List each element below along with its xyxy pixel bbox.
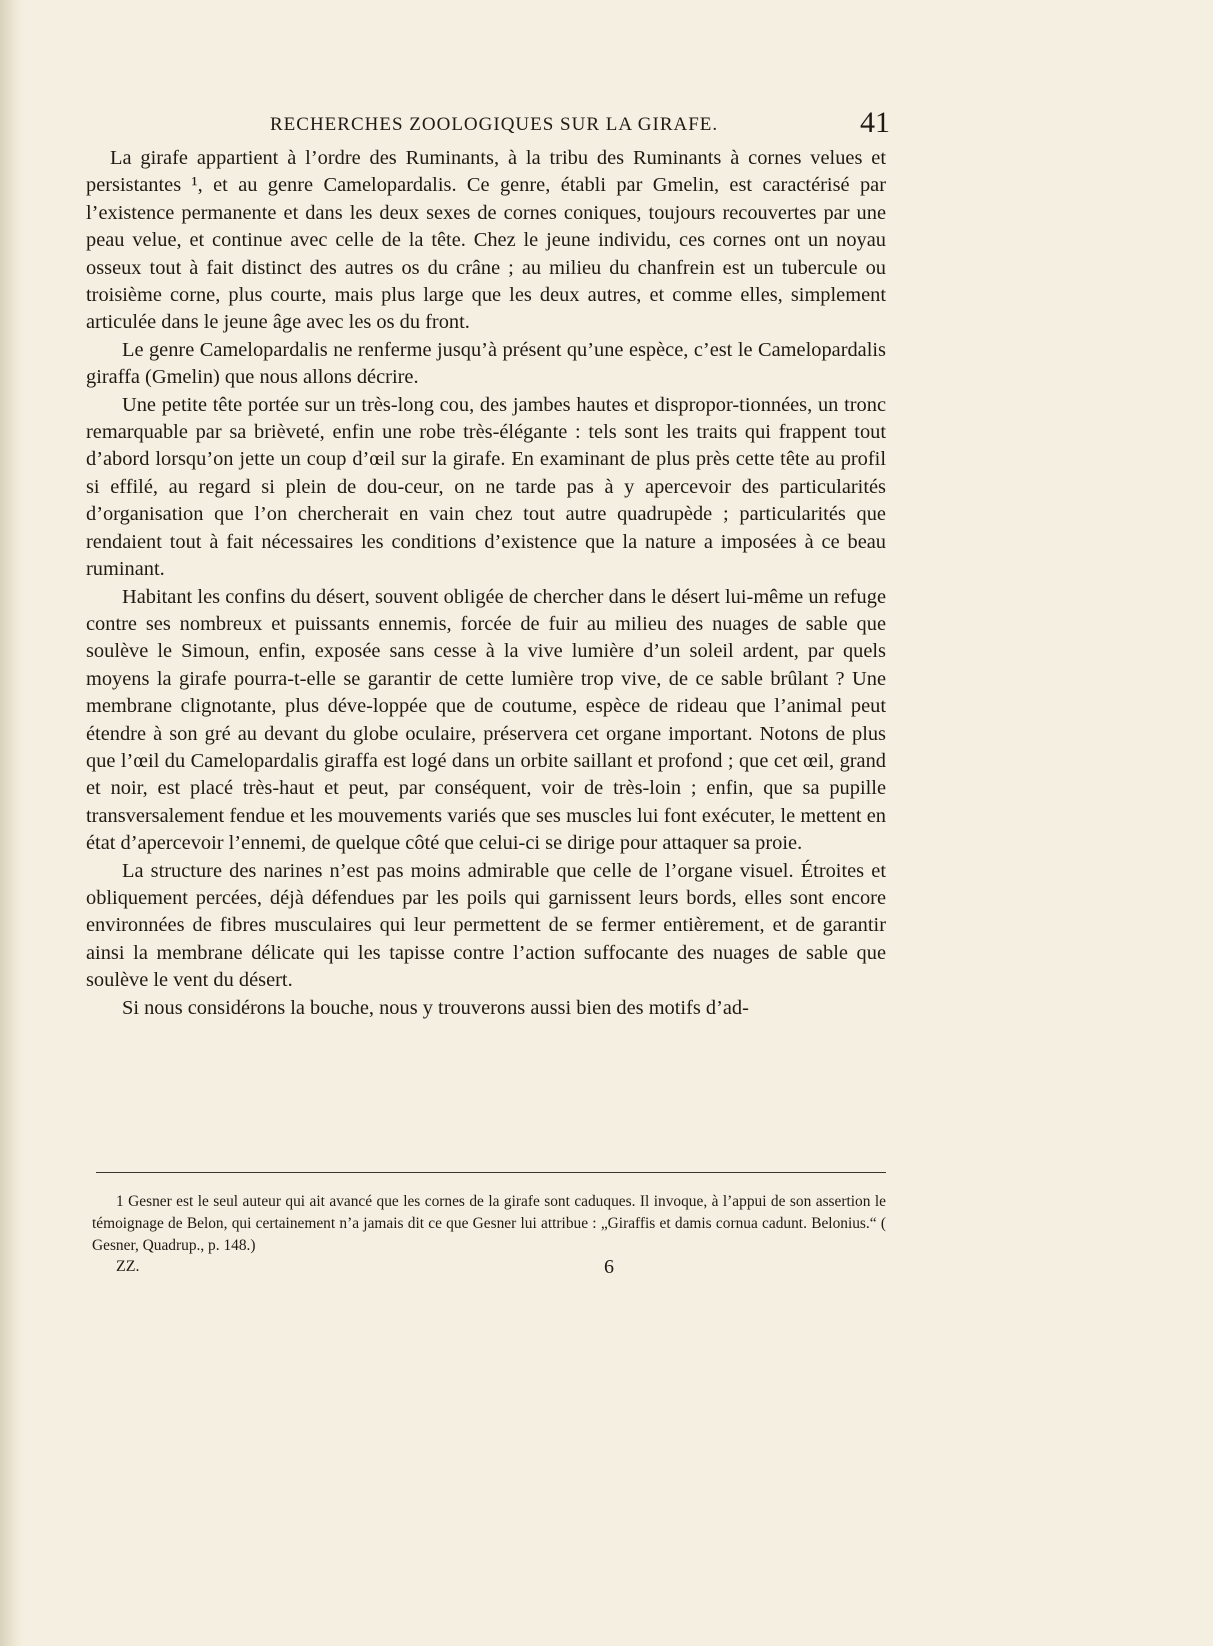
page-number: 41 (860, 106, 890, 139)
signature-line (116, 1258, 886, 1282)
running-head (80, 106, 890, 142)
page-edge (0, 0, 22, 1646)
sheet-number: 6 (604, 1256, 614, 1278)
footnote-divider (96, 1172, 886, 1173)
paragraph-eye: Habitant les confins du désert, souvent obligée de chercher dans le désert lui-même un refuge contre ses nombreux et puissants ennemis, forcée de fuir au milieu des nuages de sable que soulève le Simoun, enfin, exposée sans cesse à la vive lumière d’un soleil ardent, par quels moyens la girafe pourra-t-elle se garantir de cette lumière trop vive, de ce sable brûlant ? Une membrane clignotante, plus déve-loppée que de coutume, espèce de rideau que l’animal peut étendre à son gré au devant du globe oculaire, préservera cet organe important. Notons de plus que l’œil du Camelopardalis giraffa est logé dans un orbite saillant et profond ; que cet œil, grand et noir, est placé très-haut et peut, par conséquent, voir de très-loin ; enfin, que sa pupille transversalement fendue et les mouvements variés que ses muscles lui font exécuter, le mettent en état d’apercevoir l’ennemi, de quelque côté que celui-ci se dirige pour attaquer sa proie. (86, 585, 886, 855)
paragraph-genus: Le genre Camelopardalis ne renferme jusqu’à présent qu’une espèce, c’est le Camelopardalis giraffa (Gmelin) que nous allons décrire. (86, 338, 886, 389)
running-title: RECHERCHES ZOOLOGIQUES SUR LA GIRAFE. (270, 114, 719, 135)
footnote-text: 1 Gesner est le seul auteur qui ait avancé que les cornes de la girafe sont caduques. Il invoque, à l’appui de son assertion le témoignage de Belon, qui certainement n’a jamais dit ce que Gesner lui attribue : „Giraffis et damis cornua cadunt. Belonius.“ ( Gesner, Quadrup., p. 148.) (92, 1193, 886, 1254)
footnote (92, 1191, 886, 1257)
paragraph-appearance: Une petite tête portée sur un très-long cou, des jambes hautes et dispropor-tionnées, un tronc remarquable par sa brièveté, enfin une robe très-élégante : tels sont les traits qui frappent tout d’abord lorsqu’on jette un coup d’œil sur la girafe. En examinant de plus près cette tête au profil si effilé, au regard si plein de dou-ceur, on ne tarde pas à y apercevoir des particularités d’organisation que l’on chercherait en vain chez tout autre quadrupède ; particularités que rendaient tout à fait nécessaires les conditions d’existence que la nature a imposées à ce beau ruminant. (86, 393, 886, 581)
signature-mark: ZZ. (116, 1258, 140, 1275)
paragraph-mouth: Si nous considérons la bouche, nous y trouverons aussi bien des motifs d’ad- (122, 996, 749, 1019)
body-text (86, 145, 886, 1022)
paragraph-taxonomy: La girafe appartient à l’ordre des Ruminants, à la tribu des Ruminants à cornes velues et persistantes ¹, et au genre Camelopardalis. Ce genre, établi par Gmelin, est caractérisé par l’existence permanente et dans les deux sexes de cornes coniques, toujours recouvertes par une peau velue, et continue avec celle de la tête. Chez le jeune individu, ces cornes ont un noyau osseux tout à fait distinct des autres os du crâne ; au milieu du chanfrein est un tubercule ou troisième corne, plus courte, mais plus large que les deux autres, et comme elles, simplement articulée dans le jeune âge avec les os du front. (86, 147, 886, 334)
paragraph-nostrils: La structure des narines n’est pas moins admirable que celle de l’organe visuel. Étroites et obliquement percées, déjà défendues par les poils qui garnissent leurs bords, elles sont encore environnées de fibres musculaires qui leur permettent de se fermer entièrement, et de garantir ainsi la membrane délicate qui les tapisse contre l’action suffocante des nuages de sable que soulève le vent du désert. (86, 859, 886, 992)
